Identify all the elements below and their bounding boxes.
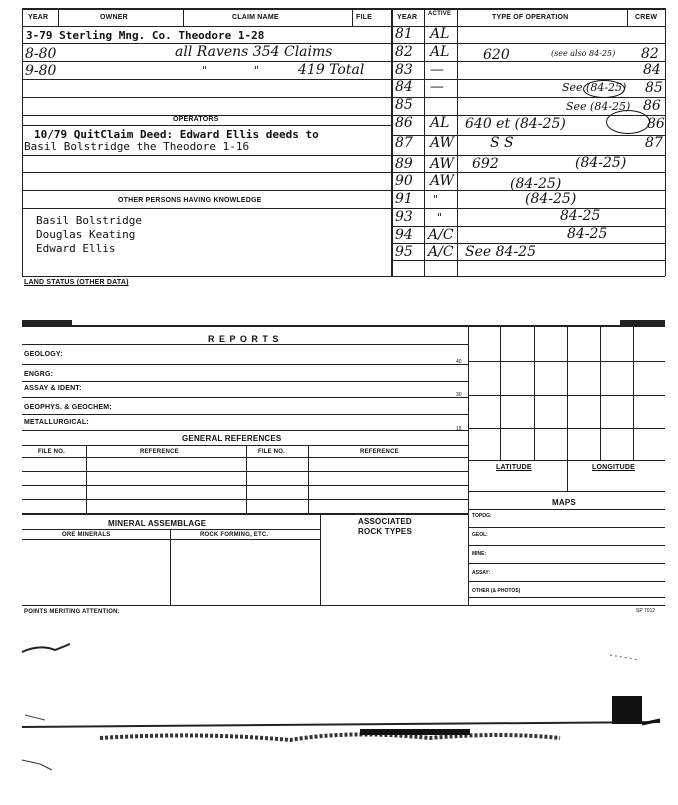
col-divider: [170, 529, 171, 605]
col-divider: [424, 8, 425, 276]
land-status-label: LAND STATUS (OTHER DATA): [24, 279, 129, 286]
col-divider: [308, 445, 309, 513]
activity-note-82: (see also 84-25): [551, 49, 616, 58]
activity-active-84: —: [430, 79, 444, 95]
activity-active-93: ": [437, 211, 443, 224]
activity-type-86: 640 et (84-25): [465, 116, 566, 132]
gr-file-no: FILE NO.: [38, 449, 65, 455]
row-line: [22, 79, 391, 80]
maps-title: MAPS: [552, 498, 576, 507]
activity-year-87: 87: [395, 135, 413, 151]
activity-year-85: 85: [395, 97, 413, 113]
activity-crew-86: 86: [647, 116, 665, 132]
rock-forming-label: ROCK FORMING, ETC.: [200, 532, 269, 538]
activity-year-90: 90: [395, 173, 413, 189]
col-divider: [457, 8, 458, 276]
activity-year-81: 81: [395, 26, 413, 42]
activity-year-86: 86: [395, 115, 413, 131]
activity-crew-82: 82: [641, 46, 659, 62]
reports-num-30: 30: [456, 392, 462, 398]
row-line: [22, 172, 391, 173]
owner-row-3-text: 419 Total: [298, 62, 365, 78]
col-divider: [58, 8, 59, 26]
longitude-label: LONGITUDE: [592, 464, 636, 471]
maps-assay: ASSAY:: [472, 570, 491, 576]
operators-line-2: Basil Bolstridge the Theodore 1-16: [24, 140, 250, 153]
reports-title: R E P O R T S: [208, 334, 280, 344]
row-line: [468, 597, 665, 598]
header-year: YEAR: [28, 14, 49, 21]
reports-engrg: ENGRG:: [24, 371, 54, 378]
activity-year-91: 91: [395, 191, 413, 207]
row-line: [468, 491, 665, 492]
reports-header-line: [22, 344, 468, 345]
header-active: ACTIVE: [428, 11, 452, 17]
operators-title: OPERATORS: [173, 116, 219, 123]
points-label: POINTS MERITING ATTENTION:: [24, 609, 120, 615]
gr-reference: REFERENCE: [140, 449, 179, 455]
row-line: [391, 97, 665, 98]
owner-row-3-year: 9-80: [25, 63, 57, 79]
activity-crew-85: 86: [643, 98, 661, 114]
reports-top-border: [22, 325, 665, 327]
circled-ref-oval: [606, 110, 650, 134]
header-claim-name: CLAIM NAME: [232, 14, 279, 21]
operators-line-1: 10/79 QuitClaim Deed: Edward Ellis deeds to: [34, 128, 319, 141]
assoc-line-2: ROCK TYPES: [358, 527, 413, 536]
owner-row-2-text: all Ravens 354 Claims: [175, 44, 333, 60]
latitude-label: LATITUDE: [496, 464, 532, 471]
row-line: [468, 545, 665, 546]
activity-year-82: 82: [395, 44, 413, 60]
activity-type-93: 84-25: [560, 208, 601, 224]
row-line: [468, 563, 665, 564]
col-divider: [320, 513, 321, 605]
row-line: [391, 208, 665, 209]
owner-row-1: 3-79 Sterling Mng. Co. Theodore 1-28: [26, 29, 265, 42]
row-line: [22, 539, 320, 540]
header-crew: CREW: [635, 14, 658, 21]
row-line: [22, 445, 468, 446]
assoc-line-1: ASSOCIATED: [358, 517, 412, 526]
activity-year-83: 83: [395, 62, 413, 78]
grid-row: [468, 428, 665, 429]
row-line: [22, 485, 468, 486]
activity-crew-87: 87: [645, 135, 663, 151]
activity-year-94: 94: [395, 227, 413, 243]
grid-col: [567, 325, 568, 491]
owner-row-2-year: 8-80: [25, 46, 57, 62]
activity-type-94: 84-25: [567, 226, 608, 242]
grid-row: [468, 460, 665, 461]
header-type-of-operation: TYPE OF OPERATION: [492, 14, 569, 21]
maps-mine: MINE:: [472, 551, 487, 557]
grid-row: [468, 361, 665, 362]
activity-type-85: See (84-25): [566, 100, 631, 113]
activity-active-81: AL: [430, 26, 450, 42]
activity-active-95: A/C: [428, 244, 454, 260]
activity-type-87: S S: [490, 135, 514, 151]
reports-metallurgical: METALLURGICAL:: [24, 419, 89, 426]
maps-other: OTHER (& PHOTOS): [472, 588, 521, 594]
maps-topog: TOPOG:: [472, 513, 492, 519]
activity-active-90: AW: [430, 173, 454, 189]
top-section-bottom: [22, 276, 665, 277]
row-line: [22, 190, 391, 191]
reports-geophys: GEOPHYS. & GEOCHEM:: [24, 404, 112, 411]
row-line: [22, 97, 391, 98]
header-file: FILE: [356, 14, 372, 21]
row-line: [468, 581, 665, 582]
activity-type-82: 620: [483, 47, 510, 63]
others-title: OTHER PERSONS HAVING KNOWLEDGE: [118, 197, 262, 204]
grid-col: [500, 325, 501, 460]
row-line: [22, 381, 468, 382]
grid-row: [468, 395, 665, 396]
grid-col: [633, 325, 634, 460]
row-line: [22, 457, 468, 458]
grid-col: [534, 325, 535, 460]
top-border: [22, 8, 665, 10]
reports-geology: GEOLOGY:: [24, 351, 63, 358]
activity-active-91: ": [433, 193, 439, 206]
row-line: [22, 513, 468, 515]
activity-crew-83: 84: [643, 62, 661, 78]
activity-type-95: See 84-25: [465, 244, 536, 260]
col-divider: [86, 445, 87, 513]
general-refs-title: GENERAL REFERENCES: [182, 434, 282, 443]
grid-col: [600, 325, 601, 460]
col-divider: [627, 8, 628, 26]
owner-row-3-ditto-2: ": [254, 64, 260, 77]
activity-type-89: 692: [472, 156, 499, 172]
row-line: [22, 430, 468, 431]
activity-type-84: See (84-25): [562, 81, 627, 94]
activity-year-93: 93: [395, 209, 413, 225]
col-divider: [352, 8, 353, 26]
row-line: [22, 414, 468, 415]
activity-active-89: AW: [430, 156, 454, 172]
activity-active-87: AW: [430, 135, 454, 151]
reports-num-15: 15: [456, 426, 462, 432]
row-line: [391, 260, 665, 261]
activity-year-95: 95: [395, 244, 413, 260]
row-line: [22, 155, 391, 156]
row-line: [468, 509, 665, 510]
activity-active-83: —: [430, 62, 444, 78]
others-line: [22, 208, 391, 209]
row-line: [22, 364, 468, 365]
gr-file-no-2: FILE NO.: [258, 449, 285, 455]
other-person-1: Basil Bolstridge: [36, 214, 142, 227]
activity-note-89: (84-25): [575, 155, 627, 171]
activity-crew-84: 85: [645, 80, 663, 96]
mineral-bottom-line: [22, 605, 665, 606]
row-line: [22, 529, 320, 530]
activity-active-94: A/C: [428, 227, 454, 243]
header-divider: [22, 26, 665, 27]
activity-active-82: AL: [430, 44, 450, 60]
activity-type-91: (84-25): [525, 191, 577, 207]
activity-type-90: (84-25): [510, 176, 562, 192]
row-line: [22, 471, 468, 472]
scan-noise: [0, 620, 678, 805]
header-year-2: YEAR: [397, 14, 418, 21]
form-code: SP 7012: [636, 608, 656, 614]
reports-num-40: 40: [456, 359, 462, 365]
activity-year-84: 84: [395, 79, 413, 95]
activity-year-89: 89: [395, 156, 413, 172]
activity-active-86: AL: [430, 115, 450, 131]
col-divider: [183, 8, 184, 26]
header-owner: OWNER: [100, 14, 128, 21]
right-border: [665, 8, 666, 276]
mineral-title: MINERAL ASSEMBLAGE: [108, 519, 207, 528]
reports-assay: ASSAY & IDENT:: [24, 385, 82, 392]
operators-line: [22, 125, 391, 126]
row-line: [22, 397, 468, 398]
row-line: [22, 499, 468, 500]
middle-divider: [391, 8, 393, 276]
gr-reference-2: REFERENCE: [360, 449, 399, 455]
other-person-2: Douglas Keating: [36, 228, 136, 241]
ore-minerals-label: ORE MINERALS: [62, 532, 111, 538]
left-border: [22, 8, 23, 276]
owner-row-3-ditto-1: ": [202, 64, 208, 77]
other-person-3: Edward Ellis: [36, 242, 116, 255]
row-line: [468, 527, 665, 528]
col-divider: [246, 445, 247, 513]
maps-geol: GEOL:: [472, 532, 488, 538]
